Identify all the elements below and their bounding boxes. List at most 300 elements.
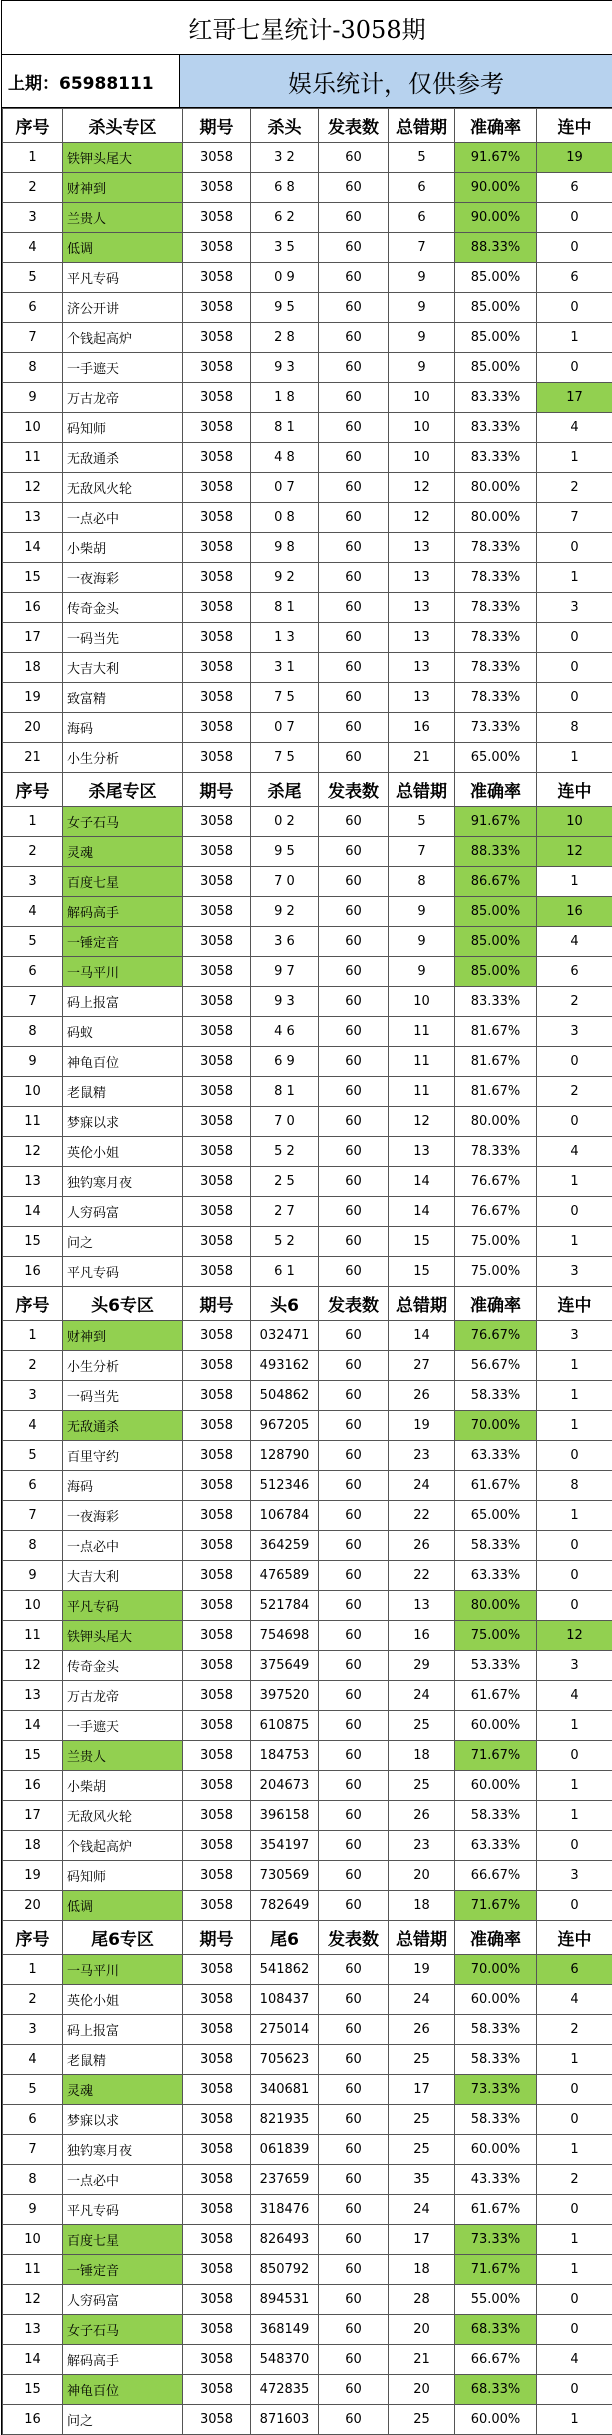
cell-misses: 11: [389, 1077, 455, 1107]
section-header-row: [3, 1921, 612, 1955]
cell-count: 60: [319, 473, 389, 503]
cell-count: 60: [319, 743, 389, 773]
table-row: [3, 473, 612, 503]
cell-count: 60: [319, 1531, 389, 1561]
cell-name: 无敌通杀: [63, 1411, 183, 1441]
cell-accuracy: 66.67%: [455, 2345, 537, 2375]
header-misses: 总错期: [389, 1287, 455, 1321]
cell-pick: 275014: [251, 2015, 319, 2045]
cell-misses: 9: [389, 353, 455, 383]
cell-streak: 8: [537, 713, 612, 743]
table-row: [3, 713, 612, 743]
cell-pick: 894531: [251, 2285, 319, 2315]
cell-pick: 3 1: [251, 653, 319, 683]
table-row: [3, 1197, 612, 1227]
cell-accuracy: 88.33%: [455, 233, 537, 263]
cell-name: 个钱起高炉: [63, 323, 183, 353]
cell-misses: 25: [389, 2045, 455, 2075]
cell-rank: 4: [3, 1411, 63, 1441]
cell-rank: 8: [3, 1531, 63, 1561]
cell-accuracy: 88.33%: [455, 837, 537, 867]
table-row: [3, 1501, 612, 1531]
cell-misses: 27: [389, 1351, 455, 1381]
table-row: [3, 2225, 612, 2255]
cell-issue: 3058: [183, 1137, 251, 1167]
cell-streak: 10: [537, 807, 612, 837]
header-misses: 总错期: [389, 1921, 455, 1955]
cell-rank: 7: [3, 987, 63, 1017]
cell-streak: 1: [537, 1167, 612, 1197]
table-row: [3, 2045, 612, 2075]
cell-accuracy: 78.33%: [455, 683, 537, 713]
cell-accuracy: 83.33%: [455, 987, 537, 1017]
cell-streak: 2: [537, 473, 612, 503]
cell-pick: 6 8: [251, 173, 319, 203]
cell-name: 英伦小姐: [63, 1137, 183, 1167]
cell-rank: 9: [3, 1561, 63, 1591]
cell-streak: 4: [537, 1681, 612, 1711]
cell-rank: 3: [3, 2015, 63, 2045]
cell-accuracy: 61.67%: [455, 1471, 537, 1501]
cell-name: 问之: [63, 2405, 183, 2435]
table-row: [3, 233, 612, 263]
cell-misses: 28: [389, 2285, 455, 2315]
table-row: [3, 413, 612, 443]
cell-pick: 9 3: [251, 353, 319, 383]
cell-misses: 10: [389, 383, 455, 413]
header-streak: 连中: [537, 773, 612, 807]
cell-count: 60: [319, 2165, 389, 2195]
cell-misses: 15: [389, 1227, 455, 1257]
cell-streak: 1: [537, 743, 612, 773]
cell-count: 60: [319, 623, 389, 653]
cell-name: 一马平川: [63, 1955, 183, 1985]
header-streak: 连中: [537, 109, 612, 143]
cell-name: 一点必中: [63, 1531, 183, 1561]
cell-issue: 3058: [183, 683, 251, 713]
cell-count: 60: [319, 987, 389, 1017]
cell-name: 传奇金头: [63, 1651, 183, 1681]
cell-name: 致富精: [63, 683, 183, 713]
cell-issue: 3058: [183, 2285, 251, 2315]
cell-accuracy: 43.33%: [455, 2165, 537, 2195]
cell-name: 小生分析: [63, 1351, 183, 1381]
cell-name: 老鼠精: [63, 2045, 183, 2075]
table-row: [3, 2315, 612, 2345]
cell-count: 60: [319, 1227, 389, 1257]
cell-pick: 705623: [251, 2045, 319, 2075]
cell-misses: 10: [389, 987, 455, 1017]
cell-pick: 8 1: [251, 413, 319, 443]
cell-pick: 0 7: [251, 713, 319, 743]
cell-name: 个钱起高炉: [63, 1831, 183, 1861]
cell-issue: 3058: [183, 1321, 251, 1351]
cell-count: 60: [319, 1017, 389, 1047]
cell-issue: 3058: [183, 293, 251, 323]
cell-streak: 0: [537, 2105, 612, 2135]
header-issue: 期号: [183, 1287, 251, 1321]
header-rank: 序号: [3, 773, 63, 807]
table-row: [3, 1381, 612, 1411]
cell-name: 女子石马: [63, 807, 183, 837]
cell-pick: 6 2: [251, 203, 319, 233]
cell-misses: 25: [389, 2405, 455, 2435]
cell-pick: 184753: [251, 1741, 319, 1771]
table-row: [3, 443, 612, 473]
cell-name: 老鼠精: [63, 1077, 183, 1107]
cell-pick: 032471: [251, 1321, 319, 1351]
cell-count: 60: [319, 1681, 389, 1711]
cell-count: 60: [319, 413, 389, 443]
cell-issue: 3058: [183, 1621, 251, 1651]
cell-rank: 11: [3, 443, 63, 473]
cell-pick: 7 5: [251, 683, 319, 713]
cell-issue: 3058: [183, 473, 251, 503]
cell-pick: 9 8: [251, 533, 319, 563]
cell-accuracy: 80.00%: [455, 503, 537, 533]
cell-issue: 3058: [183, 2405, 251, 2435]
cell-pick: 548370: [251, 2345, 319, 2375]
cell-issue: 3058: [183, 957, 251, 987]
cell-accuracy: 83.33%: [455, 413, 537, 443]
header-issue: 期号: [183, 109, 251, 143]
cell-issue: 3058: [183, 533, 251, 563]
cell-accuracy: 83.33%: [455, 443, 537, 473]
table-row: [3, 1955, 612, 1985]
table-row: [3, 1591, 612, 1621]
cell-name: 海码: [63, 713, 183, 743]
cell-streak: 12: [537, 1621, 612, 1651]
cell-accuracy: 76.67%: [455, 1167, 537, 1197]
table-row: [3, 1621, 612, 1651]
cell-streak: 1: [537, 563, 612, 593]
cell-count: 60: [319, 1985, 389, 2015]
table-row: [3, 203, 612, 233]
table-row: [3, 2105, 612, 2135]
cell-misses: 12: [389, 1107, 455, 1137]
cell-misses: 18: [389, 1891, 455, 1921]
cell-accuracy: 70.00%: [455, 1955, 537, 1985]
cell-count: 60: [319, 957, 389, 987]
cell-count: 60: [319, 1861, 389, 1891]
header-accuracy: 准确率: [455, 109, 537, 143]
section-header-row: [3, 109, 612, 143]
cell-streak: 1: [537, 1771, 612, 1801]
table-row: [3, 1711, 612, 1741]
cell-streak: 0: [537, 2285, 612, 2315]
cell-rank: 15: [3, 1227, 63, 1257]
cell-issue: 3058: [183, 413, 251, 443]
cell-accuracy: 53.33%: [455, 1651, 537, 1681]
cell-streak: 1: [537, 1501, 612, 1531]
table-row: [3, 293, 612, 323]
cell-streak: 0: [537, 203, 612, 233]
cell-streak: 0: [537, 653, 612, 683]
cell-name: 百度七星: [63, 867, 183, 897]
cell-issue: 3058: [183, 1107, 251, 1137]
cell-issue: 3058: [183, 1591, 251, 1621]
cell-rank: 5: [3, 927, 63, 957]
cell-accuracy: 80.00%: [455, 1107, 537, 1137]
cell-pick: 3 5: [251, 233, 319, 263]
header-count: 发表数: [319, 109, 389, 143]
cell-rank: 1: [3, 1955, 63, 1985]
cell-accuracy: 91.67%: [455, 143, 537, 173]
cell-accuracy: 58.33%: [455, 2045, 537, 2075]
cell-rank: 2: [3, 173, 63, 203]
cell-count: 60: [319, 1197, 389, 1227]
cell-pick: 318476: [251, 2195, 319, 2225]
table-row: [3, 1801, 612, 1831]
cell-streak: 0: [537, 2195, 612, 2225]
cell-pick: 1 3: [251, 623, 319, 653]
cell-pick: 364259: [251, 1531, 319, 1561]
cell-count: 60: [319, 383, 389, 413]
cell-rank: 4: [3, 233, 63, 263]
cell-misses: 12: [389, 473, 455, 503]
cell-accuracy: 65.00%: [455, 1501, 537, 1531]
cell-accuracy: 71.67%: [455, 1741, 537, 1771]
cell-streak: 8: [537, 1471, 612, 1501]
cell-accuracy: 81.67%: [455, 1017, 537, 1047]
table-row: [3, 1047, 612, 1077]
cell-count: 60: [319, 1621, 389, 1651]
cell-name: 万古龙帝: [63, 1681, 183, 1711]
cell-issue: 3058: [183, 987, 251, 1017]
table-row: [3, 1017, 612, 1047]
cell-accuracy: 85.00%: [455, 263, 537, 293]
cell-rank: 2: [3, 1985, 63, 2015]
cell-count: 60: [319, 653, 389, 683]
cell-issue: 3058: [183, 837, 251, 867]
cell-pick: 7 5: [251, 743, 319, 773]
cell-accuracy: 75.00%: [455, 1621, 537, 1651]
header-rank: 序号: [3, 109, 63, 143]
cell-count: 60: [319, 353, 389, 383]
cell-pick: 730569: [251, 1861, 319, 1891]
cell-issue: 3058: [183, 653, 251, 683]
cell-name: 铁钾头尾大: [63, 1621, 183, 1651]
cell-rank: 7: [3, 323, 63, 353]
cell-misses: 11: [389, 1017, 455, 1047]
cell-issue: 3058: [183, 1227, 251, 1257]
cell-accuracy: 58.33%: [455, 1801, 537, 1831]
cell-issue: 3058: [183, 897, 251, 927]
table-row: [3, 1985, 612, 2015]
cell-name: 女子石马: [63, 2315, 183, 2345]
stats-table: [2, 108, 612, 2435]
cell-count: 60: [319, 1351, 389, 1381]
cell-accuracy: 66.67%: [455, 1861, 537, 1891]
cell-issue: 3058: [183, 2045, 251, 2075]
previous-issue-result: 上期：65988111: [2, 55, 180, 107]
cell-rank: 6: [3, 957, 63, 987]
cell-misses: 9: [389, 323, 455, 353]
cell-misses: 9: [389, 263, 455, 293]
cell-count: 60: [319, 2255, 389, 2285]
cell-streak: 2: [537, 987, 612, 1017]
header-rank: 序号: [3, 1921, 63, 1955]
cell-streak: 0: [537, 1741, 612, 1771]
header-streak: 连中: [537, 1921, 612, 1955]
header-issue: 期号: [183, 773, 251, 807]
cell-pick: 754698: [251, 1621, 319, 1651]
table-row: [3, 2285, 612, 2315]
cell-pick: 368149: [251, 2315, 319, 2345]
cell-rank: 15: [3, 1741, 63, 1771]
cell-count: 60: [319, 897, 389, 927]
cell-issue: 3058: [183, 1531, 251, 1561]
cell-streak: 4: [537, 2345, 612, 2375]
cell-pick: 2 5: [251, 1167, 319, 1197]
cell-pick: 340681: [251, 2075, 319, 2105]
cell-misses: 5: [389, 807, 455, 837]
cell-misses: 26: [389, 1801, 455, 1831]
table-row: [3, 1891, 612, 1921]
table-row: [3, 263, 612, 293]
cell-issue: 3058: [183, 1771, 251, 1801]
table-row: [3, 1411, 612, 1441]
cell-accuracy: 78.33%: [455, 593, 537, 623]
table-row: [3, 1107, 612, 1137]
cell-pick: 0 8: [251, 503, 319, 533]
cell-accuracy: 65.00%: [455, 743, 537, 773]
cell-issue: 3058: [183, 263, 251, 293]
header-accuracy: 准确率: [455, 1287, 537, 1321]
cell-misses: 13: [389, 563, 455, 593]
cell-pick: 967205: [251, 1411, 319, 1441]
cell-rank: 6: [3, 2105, 63, 2135]
cell-rank: 13: [3, 1167, 63, 1197]
cell-rank: 12: [3, 2285, 63, 2315]
cell-misses: 24: [389, 1471, 455, 1501]
table-row: [3, 1441, 612, 1471]
cell-count: 60: [319, 1891, 389, 1921]
cell-accuracy: 85.00%: [455, 293, 537, 323]
cell-rank: 8: [3, 353, 63, 383]
cell-misses: 25: [389, 2135, 455, 2165]
cell-count: 60: [319, 563, 389, 593]
cell-rank: 9: [3, 2195, 63, 2225]
cell-streak: 0: [537, 533, 612, 563]
cell-accuracy: 78.33%: [455, 563, 537, 593]
cell-pick: 541862: [251, 1955, 319, 1985]
cell-streak: 0: [537, 2075, 612, 2105]
cell-name: 人穷码富: [63, 1197, 183, 1227]
cell-count: 60: [319, 143, 389, 173]
table-row: [3, 1351, 612, 1381]
cell-pick: 375649: [251, 1651, 319, 1681]
cell-count: 60: [319, 1107, 389, 1137]
cell-accuracy: 60.00%: [455, 2135, 537, 2165]
cell-misses: 35: [389, 2165, 455, 2195]
cell-name: 一锤定音: [63, 2255, 183, 2285]
cell-count: 60: [319, 533, 389, 563]
cell-misses: 20: [389, 2315, 455, 2345]
table-row: [3, 1771, 612, 1801]
cell-accuracy: 60.00%: [455, 1771, 537, 1801]
page-title: 红哥七星统计-3058期: [2, 0, 612, 55]
cell-accuracy: 76.67%: [455, 1321, 537, 1351]
cell-issue: 3058: [183, 1891, 251, 1921]
cell-rank: 15: [3, 563, 63, 593]
cell-name: 铁钾头尾大: [63, 143, 183, 173]
cell-pick: 504862: [251, 1381, 319, 1411]
cell-accuracy: 78.33%: [455, 533, 537, 563]
cell-rank: 8: [3, 2165, 63, 2195]
cell-accuracy: 81.67%: [455, 1077, 537, 1107]
cell-accuracy: 85.00%: [455, 927, 537, 957]
cell-count: 60: [319, 1257, 389, 1287]
cell-issue: 3058: [183, 1955, 251, 1985]
cell-rank: 14: [3, 533, 63, 563]
cell-accuracy: 85.00%: [455, 323, 537, 353]
cell-count: 60: [319, 1471, 389, 1501]
cell-streak: 0: [537, 353, 612, 383]
cell-issue: 3058: [183, 1381, 251, 1411]
cell-name: 财神到: [63, 1321, 183, 1351]
cell-rank: 20: [3, 713, 63, 743]
cell-rank: 21: [3, 743, 63, 773]
cell-issue: 3058: [183, 807, 251, 837]
cell-name: 一手遮天: [63, 1711, 183, 1741]
cell-count: 60: [319, 1137, 389, 1167]
cell-rank: 20: [3, 1891, 63, 1921]
table-row: [3, 653, 612, 683]
cell-misses: 13: [389, 653, 455, 683]
cell-rank: 17: [3, 1801, 63, 1831]
cell-streak: 1: [537, 443, 612, 473]
cell-count: 60: [319, 1047, 389, 1077]
table-row: [3, 1831, 612, 1861]
cell-misses: 26: [389, 1381, 455, 1411]
cell-misses: 29: [389, 1651, 455, 1681]
cell-issue: 3058: [183, 2135, 251, 2165]
cell-misses: 5: [389, 143, 455, 173]
cell-misses: 17: [389, 2075, 455, 2105]
cell-name: 兰贵人: [63, 1741, 183, 1771]
cell-accuracy: 70.00%: [455, 1411, 537, 1441]
cell-count: 60: [319, 1831, 389, 1861]
cell-rank: 5: [3, 1441, 63, 1471]
header-count: 发表数: [319, 1287, 389, 1321]
cell-count: 60: [319, 173, 389, 203]
table-row: [3, 2075, 612, 2105]
cell-count: 60: [319, 927, 389, 957]
cell-rank: 10: [3, 1077, 63, 1107]
cell-name: 一码当先: [63, 623, 183, 653]
cell-issue: 3058: [183, 1651, 251, 1681]
cell-streak: 0: [537, 623, 612, 653]
cell-streak: 3: [537, 1321, 612, 1351]
cell-pick: 850792: [251, 2255, 319, 2285]
cell-rank: 10: [3, 1591, 63, 1621]
table-row: [3, 743, 612, 773]
cell-count: 60: [319, 233, 389, 263]
table-row: [3, 1741, 612, 1771]
cell-accuracy: 86.67%: [455, 867, 537, 897]
cell-count: 60: [319, 2345, 389, 2375]
table-row: [3, 837, 612, 867]
cell-count: 60: [319, 807, 389, 837]
cell-rank: 1: [3, 1321, 63, 1351]
cell-count: 60: [319, 323, 389, 353]
cell-accuracy: 78.33%: [455, 1137, 537, 1167]
cell-misses: 9: [389, 897, 455, 927]
cell-name: 问之: [63, 1227, 183, 1257]
cell-rank: 11: [3, 1621, 63, 1651]
cell-pick: 061839: [251, 2135, 319, 2165]
